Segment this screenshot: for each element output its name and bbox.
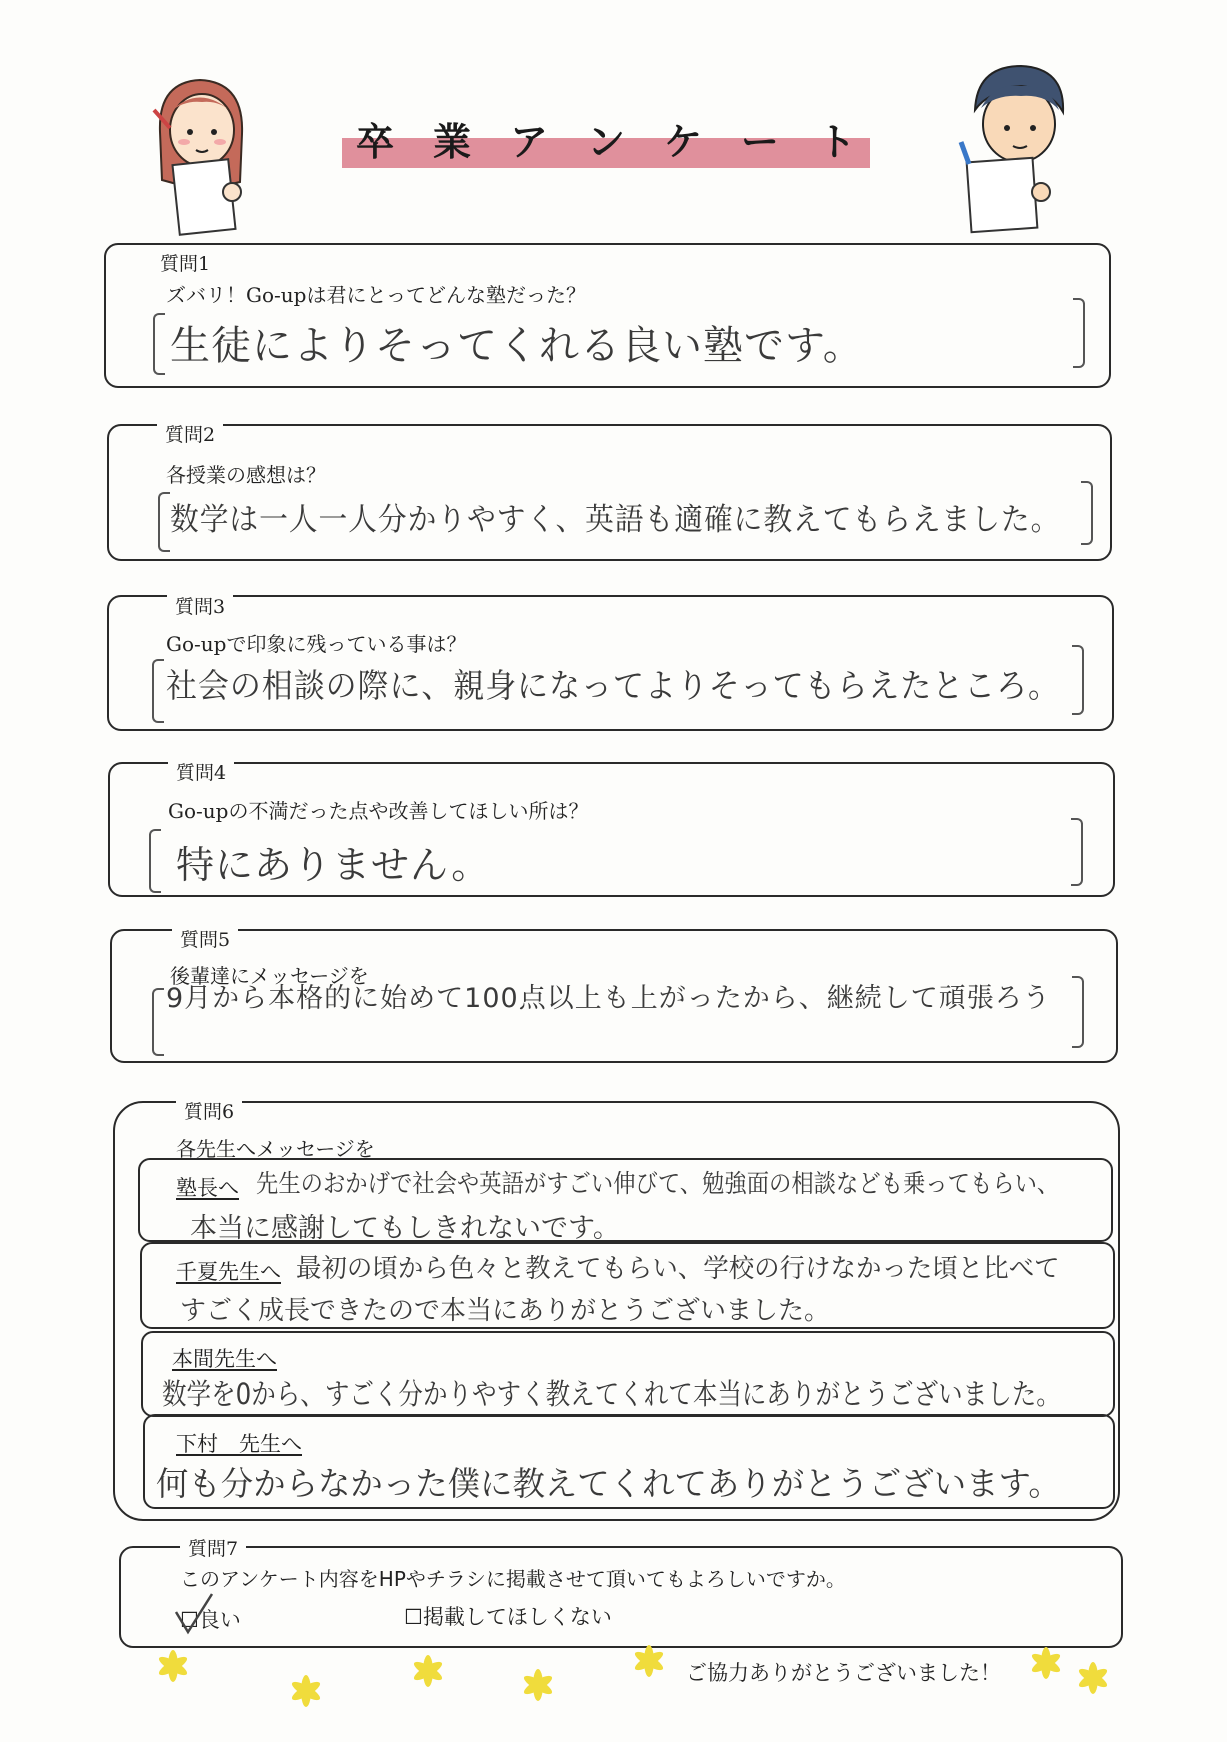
answer-handwriting: 9月から本格的に始めて100点以上も上がったから、継続して頑張ろう xyxy=(166,983,1051,1014)
question-text: Go-upの不満だった点や改善してほしい所は？ xyxy=(168,799,589,823)
title-char: ト xyxy=(817,119,856,164)
teacher-message-line: 先生のおかげで社会や英語がすごい伸びて、勉強面の相談なども乗ってもらい、 xyxy=(256,1169,1060,1198)
thanks-message: ご協力ありがとうございました！ xyxy=(686,1661,1001,1685)
question-number: 質問6 xyxy=(176,1097,242,1124)
answer-bracket-right xyxy=(1072,645,1084,715)
title-char: 業 xyxy=(432,119,471,164)
answer-bracket-right xyxy=(1071,818,1083,886)
question-text: ズバリ！Go-upは君にとってどんな塾だった？ xyxy=(166,283,587,307)
teacher-message-line: 本当に感謝してもしきれないです。 xyxy=(190,1213,620,1244)
teacher-label: 下村 先生へ xyxy=(176,1432,302,1456)
teacher-message-line: すごく成長できたので本当にありがとうございました。 xyxy=(180,1296,831,1326)
answer-handwriting: 特にありません。 xyxy=(176,843,491,887)
flower-icon xyxy=(626,1638,672,1684)
flower-icon xyxy=(1070,1655,1116,1701)
answer-handwriting: 数学は一人一人分かりやすく、英語も適確に教えてもらえました。 xyxy=(170,502,1061,538)
answer-handwriting: 生徒によりそってくれる良い塾です。 xyxy=(170,323,864,369)
question-number: 質問1 xyxy=(152,249,218,276)
flower-icon xyxy=(405,1648,451,1694)
question-text: このアンケート内容をHPやチラシに掲載させて頂いてもよろしいですか。 xyxy=(180,1567,846,1591)
option-label: 良い xyxy=(198,1608,241,1632)
answer-bracket-left xyxy=(158,492,170,552)
page-title xyxy=(342,112,870,164)
teacher-label: 千夏先生へ xyxy=(176,1260,281,1284)
checkbox-icon[interactable]: ☐ xyxy=(404,1605,423,1629)
question-text: 各先生へメッセージを xyxy=(176,1137,375,1161)
answer-bracket-left xyxy=(152,659,164,723)
answer-bracket-right xyxy=(1081,481,1093,545)
question-number: 質問5 xyxy=(172,925,238,952)
title-char: 卒 xyxy=(356,119,395,164)
question-number: 質問3 xyxy=(167,592,233,619)
teacher-message-line: 何も分からなかった僕に教えてくれてありがとうございます。 xyxy=(156,1464,1061,1503)
question-box-2 xyxy=(107,424,1112,561)
question-text: 各授業の感想は？ xyxy=(166,463,326,487)
question-text: Go-upで印象に残っている事は？ xyxy=(166,632,467,656)
question-number: 質問7 xyxy=(180,1534,246,1561)
answer-bracket-left xyxy=(153,313,165,375)
answer-bracket-left xyxy=(152,988,164,1056)
flower-icon xyxy=(150,1643,196,1689)
boy-illustration xyxy=(955,60,1085,235)
checkbox-icon[interactable]: ☐ xyxy=(180,1608,199,1632)
answer-bracket-left xyxy=(149,829,161,893)
answer-bracket-right xyxy=(1072,976,1084,1048)
question-text: 後輩達にメッセージを xyxy=(170,964,369,988)
answer-bracket-right xyxy=(1073,298,1085,368)
teacher-label: 塾長へ xyxy=(176,1176,239,1200)
check-mark-icon xyxy=(172,1590,222,1640)
question-number: 質問4 xyxy=(168,758,234,785)
flower-icon xyxy=(515,1662,561,1708)
question-number: 質問2 xyxy=(157,420,223,447)
teacher-label: 本間先生へ xyxy=(172,1347,277,1371)
option-no[interactable] xyxy=(404,1601,612,1631)
girl-illustration xyxy=(140,72,270,237)
title-char: ア xyxy=(509,119,548,164)
flower-icon xyxy=(1023,1640,1069,1686)
question-box-7 xyxy=(119,1546,1123,1648)
teacher-message-line: 数学を0から、すごく分かりやすく教えてくれて本当にありがとうございました。 xyxy=(162,1377,1061,1411)
title-char: ケ xyxy=(663,119,702,164)
title-char: ー xyxy=(740,119,779,164)
option-label: 掲載してほしくない xyxy=(422,1605,612,1629)
teacher-message-line: 最初の頃から色々と教えてもらい、学校の行けなかった頃と比べて xyxy=(296,1254,1060,1284)
answer-handwriting: 社会の相談の際に、親身になってよりそってもらえたところ。 xyxy=(166,666,1060,705)
title-char: ン xyxy=(586,119,625,164)
flower-icon xyxy=(283,1668,329,1714)
